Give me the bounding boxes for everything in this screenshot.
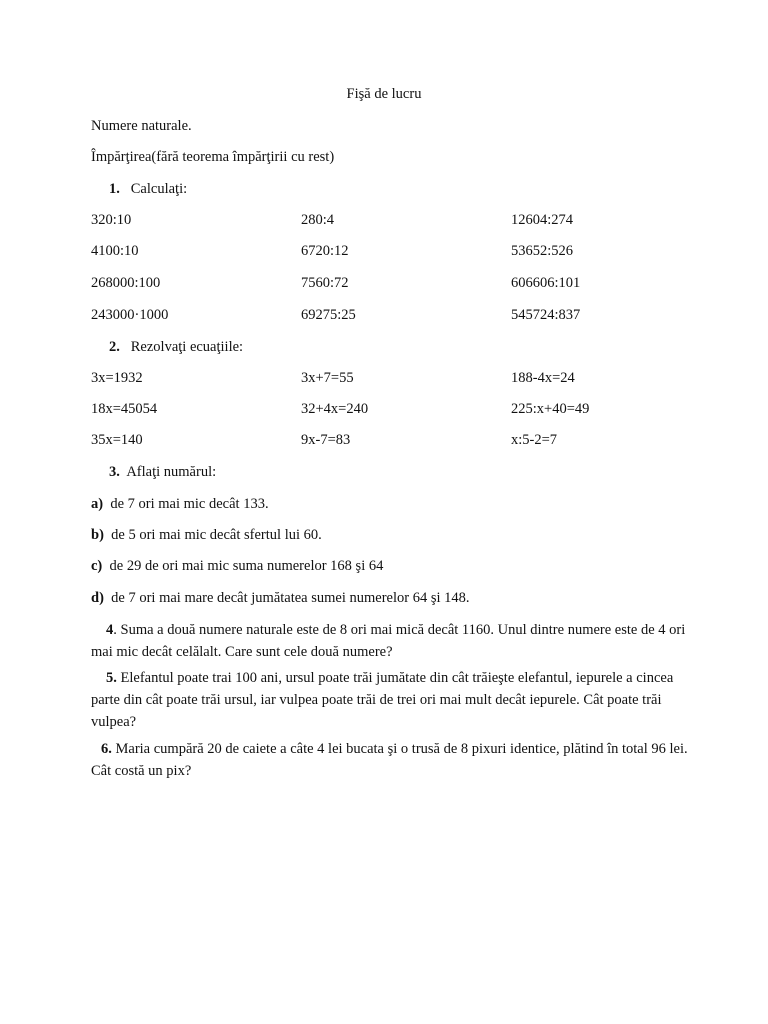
exercise-1-cell: 545724:837: [511, 307, 581, 323]
exercise-3-item: [91, 496, 269, 513]
exercise-1-cell: 53652:526: [511, 243, 574, 259]
exercise-5-text: Elefantul poate trai 100 ani, ursul poate trăi jumătate din cât trăieşte elefantul, iepurele a cincea parte din cât poate trăi ursul, iar vulpea poate trăi de trei ori mai mult decât iepurele. Cât poate trăi vulpea?: [91, 670, 674, 730]
exercise-4: [91, 619, 691, 663]
exercise-2-heading: [109, 339, 243, 356]
exercise-2-cell: 188-4x=24: [511, 370, 575, 386]
exercise-3-item-letter: b): [91, 527, 104, 543]
exercise-2-cell: 3x=1932: [91, 370, 143, 386]
exercise-1-cell: 320:10: [91, 212, 132, 228]
exercise-4-text: . Suma a două numere naturale este de 8 ori mai mică decât 1160. Unul dintre numere este de 4 ori mai mic decât celălalt. Care sunt cele două numere?: [91, 622, 686, 660]
page-title: Fişă de lucru: [346, 86, 422, 102]
exercise-5: [91, 667, 691, 733]
exercise-6-number: 6.: [101, 741, 112, 757]
exercise-3-label: Aflaţi numărul:: [126, 464, 217, 480]
exercise-1-heading: [109, 181, 187, 198]
exercise-3-item-text: de 29 de ori mai mic suma numerelor 168 şi 64: [109, 558, 384, 574]
exercise-2-cell: 225:x+40=49: [511, 401, 590, 417]
exercise-3-item: [91, 527, 322, 544]
exercise-6-text: Maria cumpără 20 de caiete a câte 4 lei bucata şi o trusă de 8 pixuri identice, plătind în total 96 lei. Cât costă un pix?: [91, 741, 688, 779]
subtitle-lesson: Împărţirea(fără teorema împărţirii cu rest): [91, 149, 335, 165]
exercise-1-cell: 6720:12: [301, 243, 349, 259]
exercise-2-cell: 9x-7=83: [301, 432, 351, 448]
exercise-2-label: Rezolvaţi ecuaţiile:: [130, 339, 244, 355]
exercise-1-cell: 4100:10: [91, 243, 139, 259]
exercise-3-item-letter: a): [91, 496, 104, 512]
exercise-3-heading: [109, 464, 216, 481]
exercise-3-item-letter: c): [91, 558, 103, 574]
exercise-3-item-text: de 7 ori mai mare decât jumătatea sumei numerelor 64 şi 148.: [111, 590, 470, 606]
exercise-3-item: [91, 558, 383, 575]
exercise-2-cell: x:5-2=7: [511, 432, 558, 448]
exercise-1-number: 1.: [109, 181, 120, 197]
exercise-1-cell: 606606:101: [511, 275, 581, 291]
exercise-3-item-text: de 7 ori mai mic decât 133.: [110, 496, 269, 512]
exercise-1-cell: 12604:274: [511, 212, 574, 228]
exercise-5-number: 5.: [106, 670, 117, 686]
exercise-1-cell: 69275:25: [301, 307, 356, 323]
exercise-6: [91, 738, 691, 782]
exercise-2-cell: 3x+7=55: [301, 370, 354, 386]
exercise-2-number: 2.: [109, 339, 120, 355]
exercise-3-item: [91, 590, 470, 607]
exercise-3-number: 3.: [109, 464, 120, 480]
exercise-1-label: Calculaţi:: [130, 181, 188, 197]
exercise-3-item-letter: d): [91, 590, 104, 606]
exercise-1-cell: 7560:72: [301, 275, 349, 291]
exercise-1-cell: 243000·1000: [91, 307, 169, 323]
exercise-1-cell: 280:4: [301, 212, 335, 228]
exercise-1-cell: 268000:100: [91, 275, 161, 291]
exercise-4-number: 4: [106, 622, 114, 638]
subtitle-topic: Numere naturale.: [91, 118, 192, 134]
exercise-2-cell: 32+4x=240: [301, 401, 369, 417]
exercise-2-cell: 35x=140: [91, 432, 143, 448]
exercise-3-item-text: de 5 ori mai mic decât sfertul lui 60.: [111, 527, 322, 543]
exercise-2-cell: 18x=45054: [91, 401, 158, 417]
